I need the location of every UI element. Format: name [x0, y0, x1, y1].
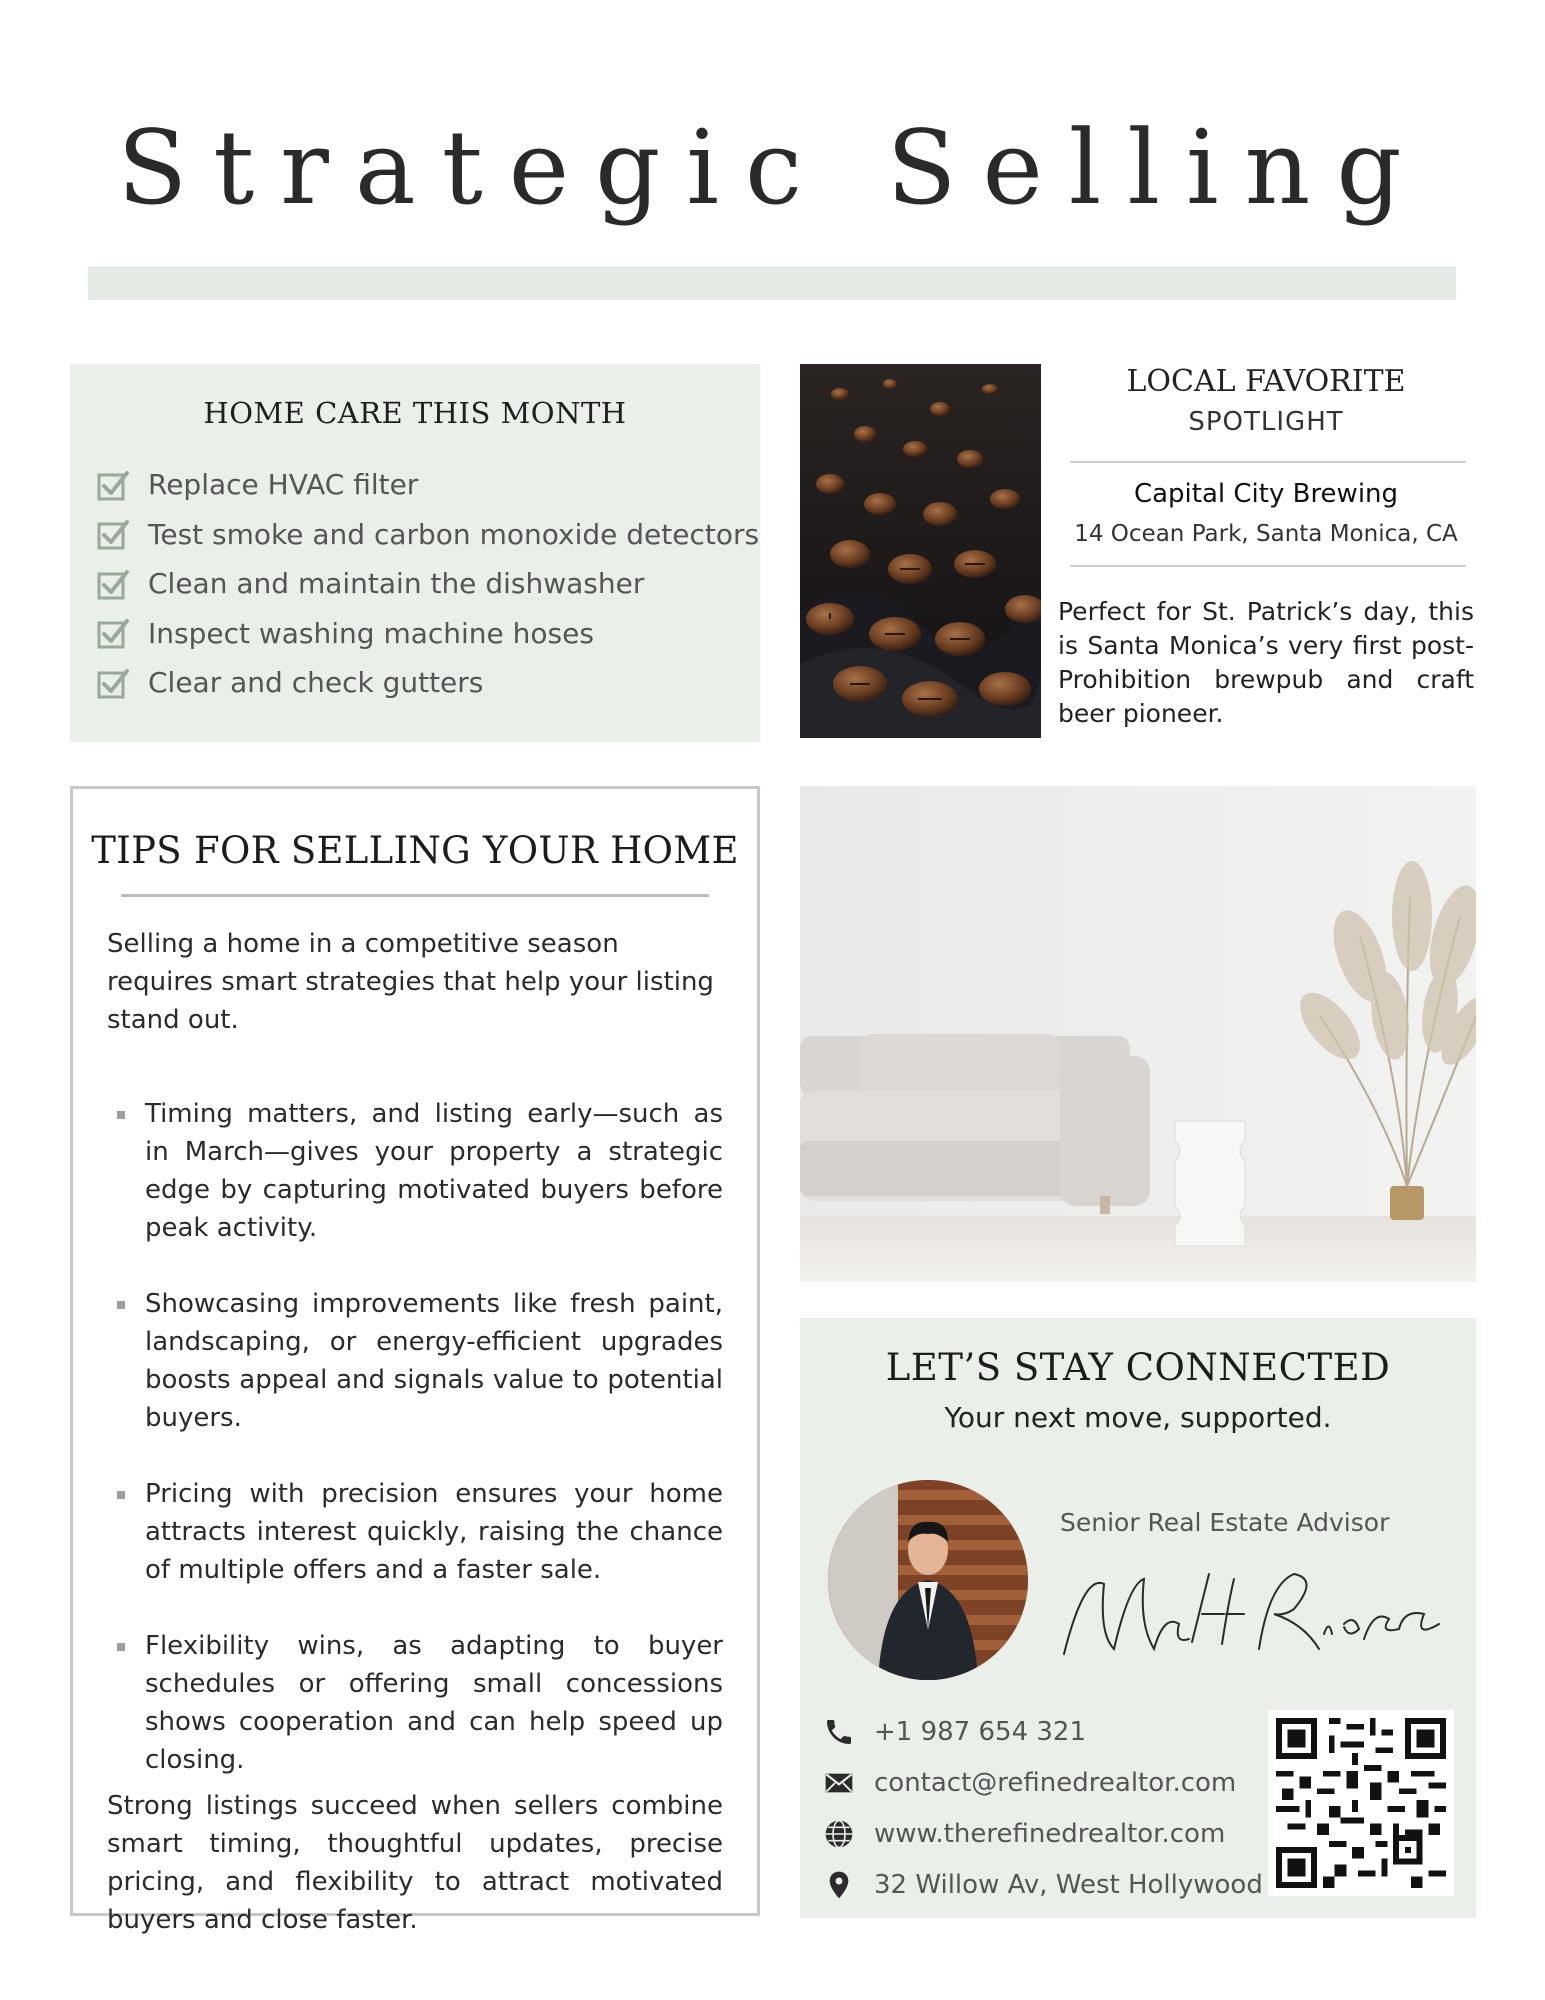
coffee-beans-photo — [800, 364, 1041, 738]
checkbox-check-icon — [96, 517, 130, 551]
contact-heading: LET’S STAY CONNECTED — [885, 1346, 1391, 1389]
home-care-item-label: Inspect washing machine hoses — [148, 616, 594, 650]
mail-icon — [822, 1766, 856, 1800]
bullet-square-icon — [117, 1491, 125, 1499]
contact-info-list — [822, 1706, 1263, 1910]
location-pin-icon — [822, 1868, 856, 1902]
living-room-photo — [800, 786, 1476, 1282]
checkbox-check-icon — [96, 616, 130, 650]
tips-heading: TIPS FOR SELLING YOUR HOME — [91, 829, 739, 872]
bullet-square-icon — [117, 1643, 125, 1651]
list-item — [107, 1627, 723, 1779]
business-description: Perfect for St. Patrick’s day, this is Santa Monica’s very first post-Prohibition brewpub and craft beer pioneer. — [1058, 597, 1474, 728]
business-name: Capital City Brewing — [1133, 479, 1399, 509]
home-care-panel — [70, 364, 760, 742]
home-care-item-label: Replace HVAC filter — [148, 468, 419, 502]
tip-text: Timing matters, and listing early—such as in March—gives your property a strategic edge by capturing motivated buyers before peak activity. — [145, 1099, 723, 1243]
home-care-list — [96, 460, 760, 708]
page-title: Strategic Selling — [117, 109, 1428, 228]
advisor-role: Senior Real Estate Advisor — [1060, 1508, 1390, 1537]
bullet-square-icon — [117, 1301, 125, 1309]
title-underline-bar — [88, 267, 1456, 300]
local-favorite-subheading: SPOTLIGHT — [1188, 407, 1344, 437]
divider — [121, 894, 709, 897]
list-item — [96, 510, 760, 560]
list-item — [96, 658, 760, 708]
tips-outro: Strong listings succeed when sellers combine smart timing, thoughtful updates, precise pricing, and flexibility to attract motivated buyers and close faster. — [107, 1791, 723, 1935]
tip-text: Pricing with precision ensures your home attracts interest quickly, raising the chance of multiple offers and a faster sale. — [145, 1479, 723, 1585]
tips-panel — [70, 786, 760, 1935]
office-address: 32 Willow Av, West Hollywood — [874, 1869, 1263, 1900]
phone-icon — [822, 1715, 856, 1749]
living-room-illustration — [800, 786, 1476, 1282]
home-care-item-label: Clean and maintain the dishwasher — [148, 567, 645, 601]
list-item — [96, 460, 760, 510]
list-item — [107, 1285, 723, 1437]
contact-address — [822, 1859, 1263, 1910]
website-url: www.therefinedrealtor.com — [874, 1818, 1226, 1849]
signature — [1054, 1554, 1454, 1674]
home-care-item-label: Test smoke and carbon monoxide detectors — [148, 517, 760, 551]
contact-email[interactable] — [822, 1757, 1263, 1808]
email-address: contact@refinedrealtor.com — [874, 1767, 1237, 1798]
contact-website[interactable] — [822, 1808, 1263, 1859]
home-care-item-label: Clear and check gutters — [148, 666, 484, 700]
bullet-square-icon — [117, 1111, 125, 1119]
advisor-portrait — [828, 1480, 1028, 1680]
tip-text: Flexibility wins, as adapting to buyer schedules or offering small concessions shows cooperation and can help speed up closing. — [145, 1631, 723, 1775]
tips-list — [107, 1095, 723, 1779]
list-item — [96, 609, 760, 659]
list-item — [107, 1095, 723, 1247]
qr-code[interactable] — [1268, 1710, 1454, 1896]
tip-text: Showcasing improvements like fresh paint, landscaping, or energy-efficient upgrades boosts appeal and signals value to potential buyers. — [145, 1289, 723, 1433]
contact-tagline: Your next move, supported. — [944, 1401, 1332, 1434]
home-care-heading: HOME CARE THIS MONTH — [203, 396, 627, 430]
tips-intro: Selling a home in a competitive season requires smart strategies that help your listing stand out. — [107, 929, 714, 1035]
local-favorite-heading: LOCAL FAVORITE — [1126, 364, 1406, 399]
divider — [1070, 461, 1466, 463]
avatar — [828, 1480, 1028, 1680]
list-item — [107, 1475, 723, 1589]
contact-panel — [800, 1318, 1476, 1918]
checkbox-check-icon — [96, 567, 130, 601]
checkbox-check-icon — [96, 666, 130, 700]
phone-number: +1 987 654 321 — [874, 1716, 1086, 1747]
globe-icon — [822, 1817, 856, 1851]
checkbox-check-icon — [96, 468, 130, 502]
coffee-beans-illustration — [800, 364, 1041, 738]
list-item — [96, 559, 760, 609]
local-favorite-panel — [1058, 364, 1474, 744]
contact-phone[interactable] — [822, 1706, 1263, 1757]
signature-graphic — [1054, 1554, 1454, 1674]
divider — [1070, 565, 1466, 567]
business-address: 14 Ocean Park, Santa Monica, CA — [1074, 521, 1458, 547]
qr-code-graphic — [1276, 1718, 1446, 1888]
